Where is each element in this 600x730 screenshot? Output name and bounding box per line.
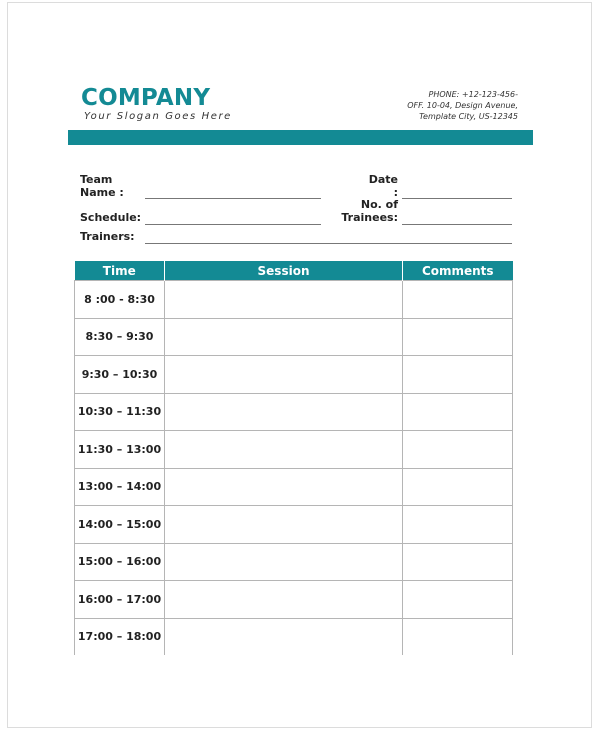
session-cell[interactable] (165, 618, 403, 655)
session-cell[interactable] (165, 318, 403, 356)
time-cell: 9:30 – 10:30 (75, 356, 165, 394)
trainers-field[interactable] (145, 243, 512, 244)
comments-cell[interactable] (403, 318, 513, 356)
time-cell: 15:00 – 16:00 (75, 543, 165, 581)
time-cell: 8:30 – 9:30 (75, 318, 165, 356)
time-cell: 13:00 – 14:00 (75, 468, 165, 506)
team-name-field[interactable] (145, 198, 321, 199)
comments-cell[interactable] (403, 468, 513, 506)
comments-cell[interactable] (403, 431, 513, 469)
address-line: PHONE: +12-123-456- (428, 90, 518, 99)
session-cell[interactable] (165, 506, 403, 544)
comments-cell[interactable] (403, 618, 513, 655)
name-label-line: Name : (80, 186, 124, 199)
address-line: Template City, US-12345 (419, 112, 518, 121)
table-row (75, 468, 513, 506)
trainees-label (320, 198, 398, 224)
session-cell[interactable] (165, 581, 403, 619)
comments-cell[interactable] (403, 393, 513, 431)
table-row (75, 506, 513, 544)
time-cell: 10:30 – 11:30 (75, 393, 165, 431)
comments-cell[interactable] (403, 281, 513, 319)
team-label-line: Team (80, 173, 113, 186)
address-line: OFF. 10-04, Design Avenue, (407, 101, 518, 110)
comments-cell[interactable] (403, 581, 513, 619)
trainees-label-line: Trainees: (341, 211, 398, 224)
company-slogan: Your Slogan Goes Here (84, 111, 232, 122)
time-cell: 14:00 – 15:00 (75, 506, 165, 544)
session-cell[interactable] (165, 431, 403, 469)
company-name: COMPANY (81, 85, 211, 111)
schedule-table (74, 261, 513, 655)
time-cell: 8 :00 - 8:30 (75, 281, 165, 319)
table-row (75, 318, 513, 356)
team-name-label (80, 173, 124, 199)
comments-cell[interactable] (403, 506, 513, 544)
session-cell[interactable] (165, 281, 403, 319)
table-row (75, 618, 513, 655)
header-session: Session (165, 261, 403, 281)
comments-cell[interactable] (403, 356, 513, 394)
session-cell[interactable] (165, 393, 403, 431)
schedule-field[interactable] (145, 224, 321, 225)
table-row (75, 581, 513, 619)
session-cell[interactable] (165, 468, 403, 506)
time-cell: 17:00 – 18:00 (75, 618, 165, 655)
comments-cell[interactable] (403, 543, 513, 581)
table-header-row (75, 261, 513, 281)
time-cell: 16:00 – 17:00 (75, 581, 165, 619)
session-cell[interactable] (165, 356, 403, 394)
date-field[interactable] (402, 198, 512, 199)
session-cell[interactable] (165, 543, 403, 581)
date-label (330, 173, 398, 199)
time-cell: 11:30 – 13:00 (75, 431, 165, 469)
trainees-field[interactable] (402, 224, 512, 225)
table-row (75, 431, 513, 469)
date-label-line: Date (368, 173, 398, 186)
date-colon: : (393, 186, 398, 199)
table-row (75, 356, 513, 394)
header-comments: Comments (403, 261, 513, 281)
trainers-label: Trainers: (80, 230, 135, 243)
trainees-label-line: No. of (360, 198, 398, 211)
company-address (407, 89, 518, 122)
table-row (75, 543, 513, 581)
table-row (75, 393, 513, 431)
header-divider-bar (68, 130, 533, 145)
schedule-label: Schedule: (80, 211, 142, 224)
header-time: Time (75, 261, 165, 281)
table-row (75, 281, 513, 319)
